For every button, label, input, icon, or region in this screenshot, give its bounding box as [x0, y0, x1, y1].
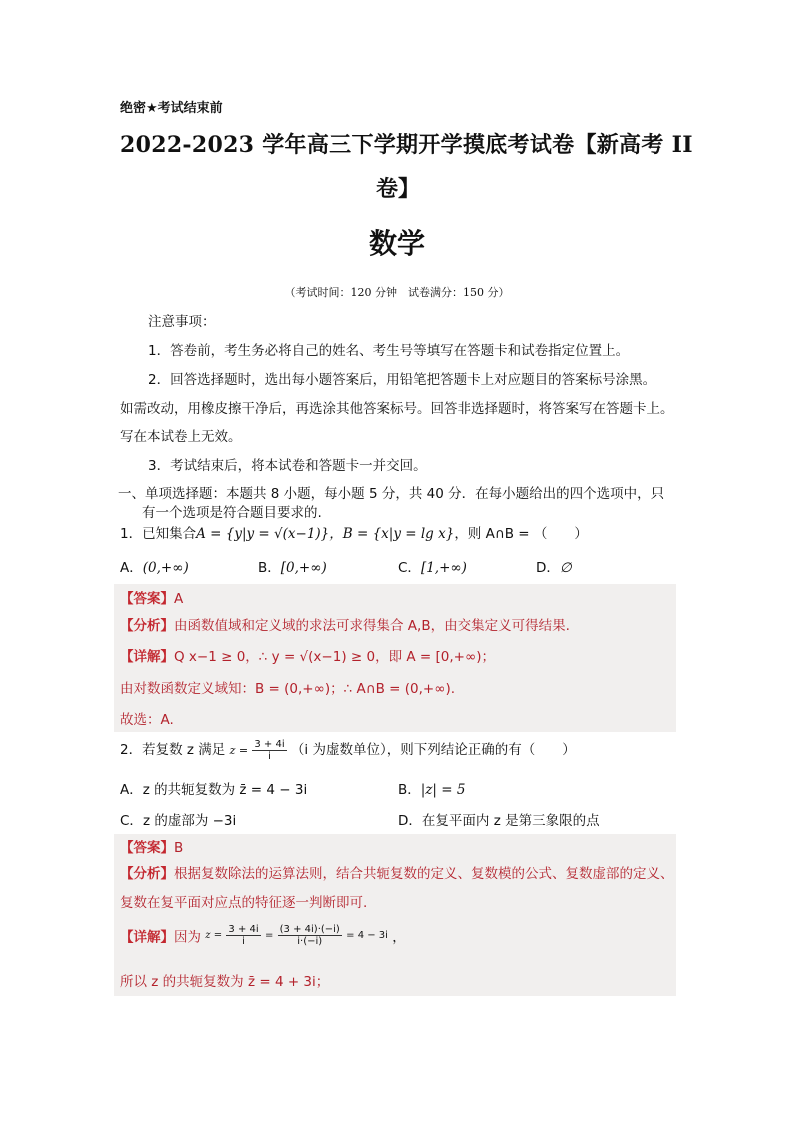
q1-option-a	[120, 556, 189, 576]
note-item-2-line3: 写在本试卷上无效。	[120, 429, 242, 445]
q1-stem-suffix: ，则 A∩B = （ ）	[454, 526, 588, 542]
exam-title-line1: 2022-2023 学年高三下学期开学摸底考试卷【新高考 II	[120, 132, 693, 158]
q2-answer-value: B	[174, 840, 184, 856]
q2-analysis-line2: 复数在复平面对应点的特征逐一判断即可.	[120, 895, 368, 911]
q1-option-b	[258, 556, 327, 576]
q1-answer-value: A	[174, 591, 184, 607]
q2-detail-comma: ，	[392, 929, 406, 946]
q1-analysis	[120, 614, 570, 634]
q1-detail-line1	[120, 645, 495, 665]
q2-detail-frac1-num: 3 + 4i	[228, 924, 259, 935]
q2-stem-frac-den: i	[268, 750, 271, 762]
q2-detail-frac1-den: i	[242, 936, 245, 947]
q2-answer	[120, 836, 183, 856]
q2-stem-fraction	[252, 739, 286, 762]
note-item-3: 3．考试结束后，将本试卷和答题卡一并交回。	[148, 458, 427, 474]
q2-detail-frac2-num: (3 + 4i)·(−i)	[279, 924, 340, 935]
note-item-2-line1: 2．回答选择题时，选出每小题答案后，用铅笔把答题卡上对应题目的答案标号涂黑。	[148, 372, 657, 388]
q1-stem-prefix: 1．已知集合	[120, 526, 197, 542]
q2-stem-suffix: （i 为虚数单位），则下列结论正确的有（ ）	[290, 742, 576, 758]
subject-title: 数学	[368, 227, 425, 260]
q2-detail-prefix: 因为	[174, 929, 201, 946]
q2-stem-eq-lhs: z =	[229, 744, 249, 757]
q2-detail-eq-result: = 4 − 3i	[346, 930, 388, 941]
q2-detail-line1	[120, 924, 406, 947]
q2-answer-label: 【答案】	[120, 840, 174, 856]
q1-option-d	[536, 556, 572, 576]
q2-stem	[120, 738, 576, 762]
q2-option-b-label: B．	[398, 782, 421, 798]
q2-option-c	[120, 809, 236, 829]
q2-detail-eq-mid: =	[264, 930, 274, 941]
q1-stem-math: A = {y|y = √(x−1)}，B = {x|y = lg x}	[196, 526, 455, 542]
q2-option-a-label: A．	[120, 782, 143, 798]
q1-answer	[120, 587, 183, 607]
q2-option-a	[120, 778, 307, 798]
q2-detail-label: 【详解】	[120, 929, 174, 946]
q2-detail-eq-lhs: z =	[205, 930, 223, 941]
q1-detail-line2: 由对数函数定义域知：B = (0,+∞)；∴ A∩B = (0,+∞).	[120, 681, 456, 697]
q2-stem-prefix: 2．若复数 z 满足	[120, 742, 226, 758]
q1-option-a-label: A．	[120, 560, 143, 576]
q1-option-c-label: C．	[398, 560, 421, 576]
q2-option-b	[398, 778, 465, 798]
q2-detail-frac2-den: i·(−i)	[297, 936, 323, 947]
exam-time-info: （考试时间：120 分钟 试卷满分：150 分）	[284, 286, 510, 299]
q1-option-d-label: D．	[536, 560, 560, 576]
q2-analysis-text1: 根据复数除法的运算法则，结合共轭复数的定义、复数模的公式、复数虚部的定义、	[174, 866, 674, 882]
q1-analysis-label: 【分析】	[120, 618, 174, 634]
q2-detail-fraction2	[278, 924, 342, 947]
q1-option-d-text: ∅	[559, 560, 572, 576]
q2-option-b-text: |z| = 5	[420, 782, 466, 798]
section1-intro-line1: 一、单项选择题：本题共 8 小题，每小题 5 分，共 40 分．在每小题给出的四个选项中，只	[118, 486, 665, 502]
q2-option-c-label: C．	[120, 813, 143, 829]
q2-option-a-text: z 的共轭复数为 z̄ = 4 − 3i	[142, 782, 308, 798]
q1-stem	[120, 522, 588, 542]
note-item-1: 1．答卷前，考生务必将自己的姓名、考生号等填写在答题卡和试卷指定位置上。	[148, 343, 630, 359]
note-item-2-line2: 如需改动，用橡皮擦干净后，再选涂其他答案标号。回答非选择题时，将答案写在答题卡上。	[120, 401, 674, 417]
q2-detail-fraction1	[226, 924, 260, 947]
q2-option-d	[398, 809, 600, 829]
q1-analysis-text: 由函数值域和定义域的求法可求得集合 A,B，由交集定义可得结果.	[174, 618, 570, 634]
top-secret-label: 绝密★考试结束前	[120, 101, 223, 116]
q1-detail-line3: 故选：A.	[120, 712, 174, 728]
q1-option-a-text: (0,+∞)	[142, 560, 189, 576]
q2-option-d-text: 在复平面内 z 是第三象限的点	[421, 813, 600, 829]
q2-analysis-label: 【分析】	[120, 866, 174, 882]
q1-answer-label: 【答案】	[120, 591, 174, 607]
q1-option-b-label: B．	[258, 560, 281, 576]
q2-option-c-text: z 的虚部为 −3i	[142, 813, 237, 829]
q2-option-d-label: D．	[398, 813, 422, 829]
q2-stem-frac-num: 3 + 4i	[254, 738, 285, 750]
q1-detail-text1: Q x−1 ≥ 0，∴ y = √(x−1) ≥ 0，即 A = [0,+∞)；	[174, 649, 495, 665]
q1-detail-label: 【详解】	[120, 649, 174, 665]
q2-detail-line2: 所以 z 的共轭复数为 z̄ = 4 + 3i；	[120, 974, 330, 990]
q1-option-c	[398, 556, 467, 576]
q2-analysis-line1	[120, 862, 674, 882]
notes-heading: 注意事项：	[148, 314, 216, 330]
q1-option-c-text: [1,+∞)	[420, 560, 467, 576]
section1-intro-line2: 有一个选项是符合题目要求的.	[142, 505, 322, 521]
exam-title-line2: 卷】	[376, 176, 421, 202]
q1-option-b-text: [0,+∞)	[280, 560, 327, 576]
